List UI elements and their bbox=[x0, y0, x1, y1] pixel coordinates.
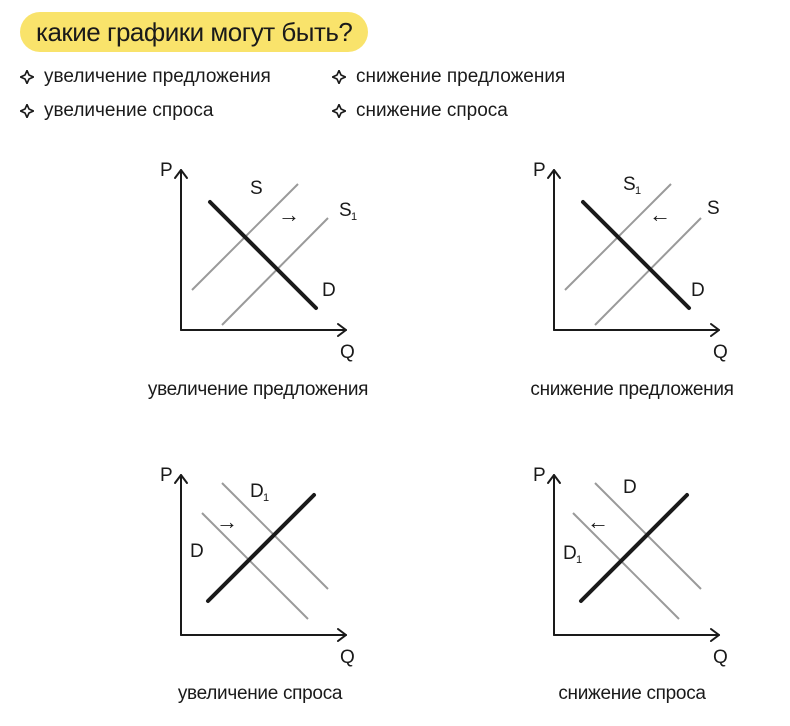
curve-label-d: D bbox=[322, 280, 336, 301]
curve-label-d1-subscript: 1 bbox=[576, 554, 583, 566]
bullet-label: увеличение спроса bbox=[44, 100, 214, 121]
caption-supply-decrease: снижение предложения bbox=[530, 379, 734, 400]
curve-label-d1: D bbox=[563, 543, 577, 564]
shift-arrow: ← bbox=[649, 202, 671, 227]
curve-label-d: D bbox=[623, 477, 637, 498]
supply-curve-original bbox=[595, 218, 701, 325]
bullet-item bbox=[20, 98, 332, 124]
axis-label-p: P bbox=[160, 465, 173, 486]
four-point-star-icon bbox=[20, 70, 34, 84]
curve-label-s1-subscript: 1 bbox=[635, 185, 642, 197]
axis-label-q: Q bbox=[340, 342, 355, 363]
supply-curve-shifted bbox=[222, 218, 328, 325]
supply-demand-chart bbox=[150, 455, 410, 675]
axis-label-q: Q bbox=[340, 647, 355, 668]
page-title bbox=[20, 12, 368, 52]
diagram-demand-decrease bbox=[523, 455, 783, 675]
curve-label-d: D bbox=[190, 541, 204, 562]
curve-label-s: S bbox=[250, 178, 263, 199]
shift-arrow: ← bbox=[587, 509, 609, 534]
bullet-label: снижение предложения bbox=[356, 66, 566, 87]
four-point-star-icon bbox=[332, 70, 346, 84]
curve-label-s1-subscript: 1 bbox=[351, 211, 358, 223]
shift-arrow: → bbox=[278, 202, 300, 227]
caption-supply-increase: увеличение предложения bbox=[147, 379, 369, 400]
diagram-demand-increase bbox=[150, 455, 410, 675]
curve-label-s1: S bbox=[623, 174, 636, 195]
curve-label-d: D bbox=[691, 280, 705, 301]
axis-label-p: P bbox=[533, 465, 546, 486]
supply-demand-chart bbox=[523, 455, 783, 675]
axis-label-q: Q bbox=[713, 342, 728, 363]
bullet-item bbox=[20, 64, 332, 90]
curve-label-d1: D bbox=[250, 481, 264, 502]
bullet-label: увеличение предложения bbox=[44, 66, 271, 87]
curve-label-d1-subscript: 1 bbox=[263, 492, 270, 504]
supply-demand-chart bbox=[150, 150, 410, 370]
four-point-star-icon bbox=[20, 104, 34, 118]
caption-demand-increase: увеличение спроса bbox=[177, 683, 343, 704]
axis-label-p: P bbox=[160, 160, 173, 181]
diagram-supply-decrease bbox=[523, 150, 783, 370]
supply-demand-chart bbox=[523, 150, 783, 370]
curve-label-s: S bbox=[707, 198, 720, 219]
bullet-item bbox=[332, 64, 632, 90]
axis-label-p: P bbox=[533, 160, 546, 181]
page-title-text: какие графики могут быть? bbox=[36, 16, 353, 47]
axis-label-q: Q bbox=[713, 647, 728, 668]
bullet-item bbox=[332, 98, 632, 124]
diagram-supply-increase bbox=[150, 150, 410, 370]
bullet-list bbox=[20, 64, 640, 124]
shift-arrow: → bbox=[216, 509, 238, 534]
four-point-star-icon bbox=[332, 104, 346, 118]
bullet-label: снижение спроса bbox=[356, 100, 508, 121]
caption-demand-decrease: снижение спроса bbox=[558, 683, 706, 704]
curve-label-s1: S bbox=[339, 200, 352, 221]
